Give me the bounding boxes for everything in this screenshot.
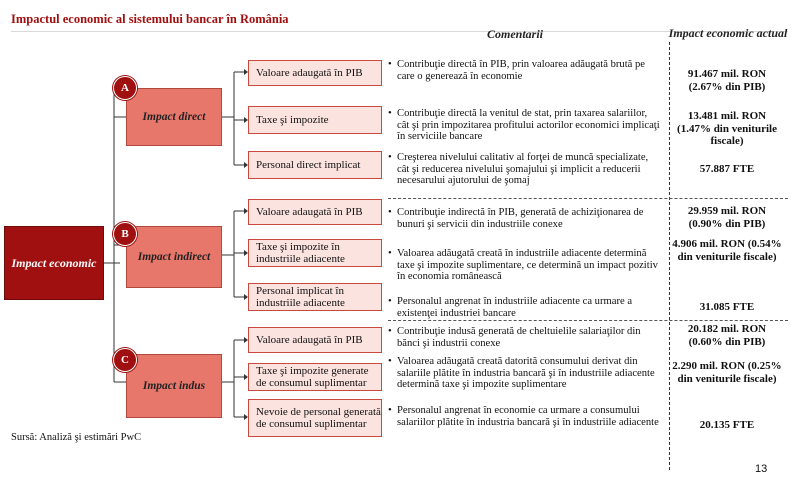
value-indirect-gva: 29.959 mil. RON (0.90% din PIB)	[687, 205, 767, 230]
page-number: 13	[755, 463, 768, 475]
value-indirect-taxes: 4.906 mil. RON (0.54% din veniturile fiscale)	[672, 238, 782, 263]
value-induced-personnel: 20.135 FTE	[699, 419, 755, 431]
category-box-induced: Impact indus	[126, 354, 222, 418]
comment-indirect-taxes: • Valoarea adăugată creată în industriile adiacente determină taxe şi impozite suplimentare, ce determină un impact pozitiv în economia românească	[388, 248, 658, 282]
comment-direct-personnel: • Creşterea nivelului calitativ al forţei de muncă specializate, cât şi reducerea nivelului şomajului şi implicit a reducerii necesarului ajutorului de şomaj	[388, 152, 649, 186]
main-impact-box: Impact economic	[4, 226, 104, 300]
comment-induced-personnel: • Personalul angrenat în economie ca urmare a consumului salariilor plătite în industria bancară şi în industriile adiacente	[388, 405, 659, 428]
comment-indirect-personnel: • Personalul angrenat în industriile adiacente ca urmare a existenţei industriei bancare	[388, 296, 633, 319]
row-divider-bc	[388, 320, 788, 321]
row-divider-ab	[388, 198, 788, 199]
value-direct-taxes: 13.481 mil. RON (1.47% din veniturile fiscale)	[677, 110, 777, 147]
comments-header: Comentarii	[486, 27, 543, 41]
sub-box-indirect-gva: Valoare adaugată în PIB	[248, 199, 382, 225]
sub-box-indirect-personnel: Personal implicat în industriile adiacente	[248, 283, 382, 311]
value-direct-gva: 91.467 mil. RON (2.67% din PIB)	[687, 68, 767, 93]
badge-c: C	[113, 348, 137, 372]
comment-induced-taxes: • Valoarea adăugată creată datorită consumului derivat din salariile plătite în industria bancară şi în industriile adiacente determină taxe şi impozite suplimentare	[388, 356, 655, 390]
comment-direct-gva: • Contribuţie directă în PIB, prin valoarea adăugată brută pe care o generează în economie	[388, 59, 645, 82]
sub-box-induced-gva: Valoare adaugată în PIB	[248, 327, 382, 353]
impact-header: Impact economic actual	[668, 26, 788, 40]
category-box-indirect: Impact indirect	[126, 226, 222, 288]
sub-box-direct-taxes: Taxe şi impozite	[248, 106, 382, 134]
sub-box-induced-personnel: Nevoie de personal generată de consumul suplimentar	[248, 399, 382, 437]
comment-direct-taxes: • Contribuţie directă la venitul de stat, prin taxarea salariilor, cât şi prin impozitarea profitului actorilor economici implicaţi în serviciile bancare	[388, 108, 660, 142]
value-indirect-personnel: 31.085 FTE	[699, 301, 755, 313]
category-box-direct: Impact direct	[126, 88, 222, 146]
source-note: Sursă: Analiză şi estimări PwC	[11, 432, 142, 443]
column-divider	[669, 42, 670, 470]
sub-box-indirect-taxes: Taxe şi impozite în industriile adiacente	[248, 239, 382, 267]
comment-induced-gva: • Contribuţie indusă generată de cheltuielile salariaţilor din bănci şi industrii conexe	[388, 326, 641, 349]
sub-box-direct-gva: Valoare adaugată în PIB	[248, 60, 382, 86]
badge-a: A	[113, 76, 137, 100]
value-induced-taxes: 2.290 mil. RON (0.25% din veniturile fiscale)	[672, 360, 782, 385]
badge-b: B	[113, 222, 137, 246]
comment-indirect-gva: • Contribuţie indirectă în PIB, generată de achiziţionarea de bunuri şi servicii din industriile conexe	[388, 207, 644, 230]
value-induced-gva: 20.182 mil. RON (0.60% din PIB)	[687, 323, 767, 348]
sub-box-induced-taxes: Taxe şi impozite generate de consumul suplimentar	[248, 363, 382, 391]
page-title: Impactul economic al sistemului bancar în România	[11, 12, 289, 26]
value-direct-personnel: 57.887 FTE	[699, 163, 755, 175]
sub-box-direct-personnel: Personal direct implicat	[248, 151, 382, 179]
